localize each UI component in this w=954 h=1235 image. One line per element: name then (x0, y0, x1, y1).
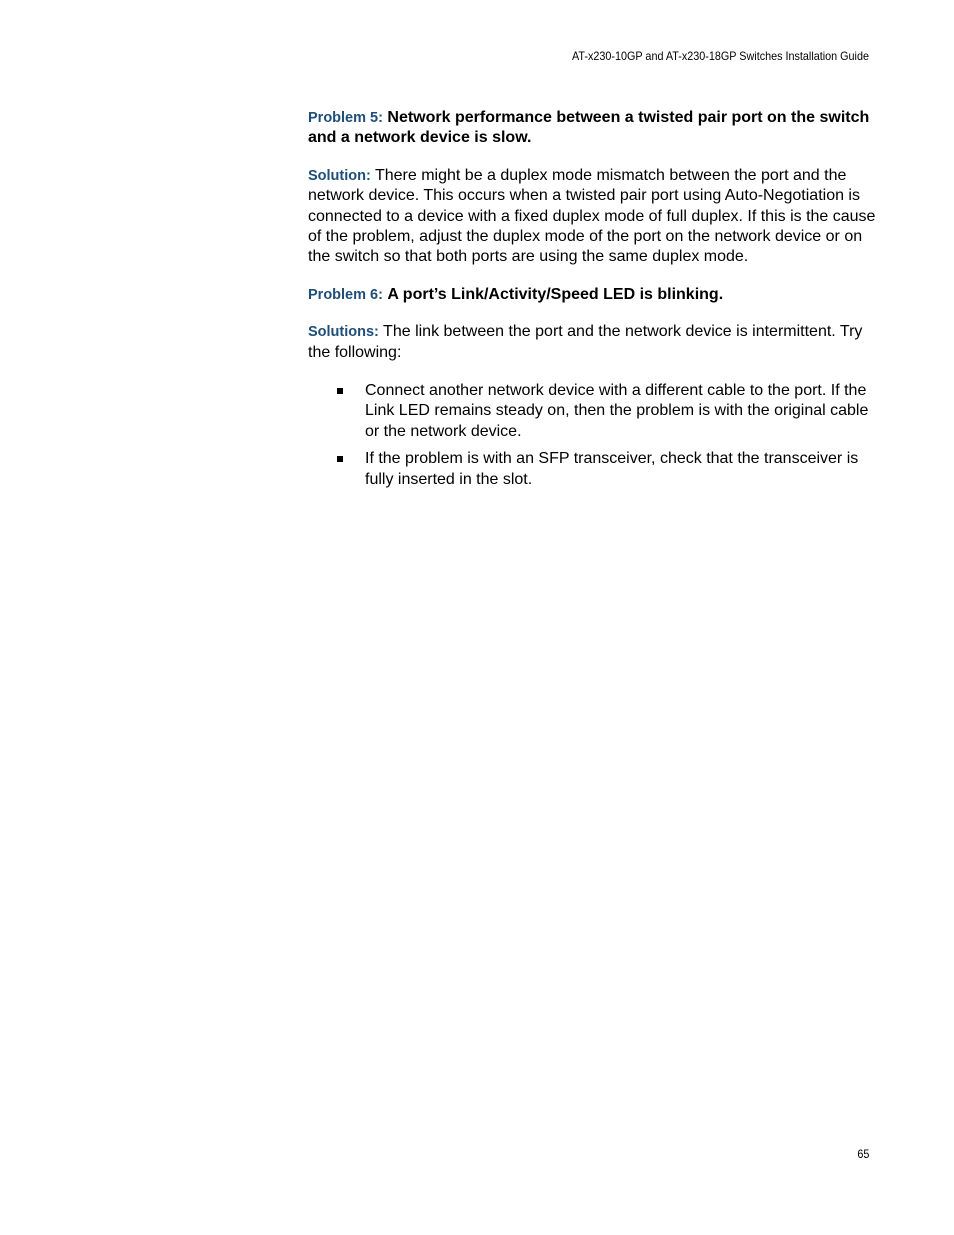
solution-6 (308, 322, 878, 363)
list-item (336, 381, 878, 442)
square-bullet-icon (337, 456, 343, 462)
problem-6 (308, 285, 878, 305)
solution-6-text: The link between the port and the network device is intermittent. Try the following: (308, 323, 863, 361)
problem-6-label: Problem 6: (308, 286, 383, 303)
list-item-text: Connect another network device with a different cable to the port. If the Link LED remains steady on, then the problem is with the original cable or the network device. (365, 382, 869, 440)
solution-5-text: There might be a duplex mode mismatch between the port and the network device. This occurs when a twisted pair port using Auto-Negotiation is connected to a device with a fixed duplex mode of full duplex. If this is the cause of the problem, adjust the duplex mode of the port on the network device or on the switch so that both ports are using the same duplex mode. (308, 166, 876, 266)
page-content (308, 108, 878, 497)
page-number: 65 (856, 1147, 869, 1161)
solution-6-bullet-list (308, 381, 878, 490)
list-item (336, 449, 878, 490)
solution-6-label: Solutions: (308, 324, 379, 341)
running-header: AT-x230-10GP and AT-x230-18GP Switches Installation Guide (572, 49, 869, 63)
problem-6-text: A port’s Link/Activity/Speed LED is blinking. (387, 285, 724, 303)
list-item-text: If the problem is with an SFP transceiver, check that the transceiver is fully inserted in the slot. (365, 450, 859, 488)
square-bullet-icon (337, 388, 343, 394)
solution-5 (308, 166, 878, 268)
problem-5-label: Problem 5: (308, 110, 383, 126)
problem-5 (308, 108, 878, 149)
problem-5-text: Network performance between a twisted pair port on the switch and a network device is slow. (308, 109, 870, 147)
solution-5-label: Solution: (308, 167, 371, 184)
